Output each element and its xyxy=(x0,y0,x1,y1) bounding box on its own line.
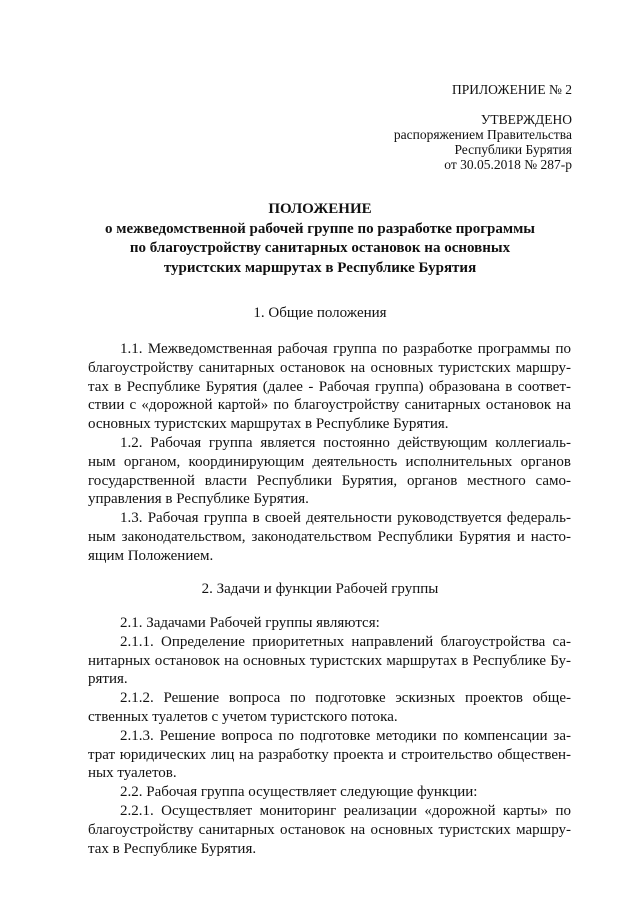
approval-block xyxy=(394,112,572,172)
text-line: 1.2. Рабочая группа является постоянно действующим коллегиаль- xyxy=(120,434,571,451)
text-line: основных туристских маршрутах в Республике Бурятия. xyxy=(88,416,449,433)
text-line: 1.1. Межведомственная рабочая группа по разработке программы по xyxy=(120,341,571,357)
text-line: 2.2.1. Осуществляет мониторинг реализации «дорожной карты» по xyxy=(120,802,571,819)
text-line: 2.2. Рабочая группа осуществляет следующие функции: xyxy=(120,784,478,801)
title-subtitle-line: о межведомственной рабочей группе по разработке программы xyxy=(105,220,535,237)
document-title xyxy=(0,200,640,278)
text-line: тах в Республике Бурятия. xyxy=(88,840,257,857)
approval-line: от 30.05.2018 № 287-р xyxy=(444,157,572,172)
text-line: рятия. xyxy=(88,671,128,688)
approval-line: УТВЕРЖДЕНО xyxy=(480,112,572,127)
text-line: ным законодательством, законодательством Республики Бурятия и насто- xyxy=(88,528,571,545)
text-line: тах в Республике Бурятия (далее - Рабочая группа) образована в соответ- xyxy=(88,378,571,395)
text-line: ящим Положением. xyxy=(88,547,214,564)
title-main: ПОЛОЖЕНИЕ xyxy=(268,201,372,217)
text-line: 2.1.1. Определение приоритетных направлений благоустройства са- xyxy=(120,633,571,650)
text-line: благоустройству санитарных остановок на основных туристских маршру- xyxy=(88,821,571,838)
section-2-body xyxy=(88,614,571,858)
title-subtitle-line: по благоустройству санитарных остановок на основных xyxy=(129,240,511,256)
appendix-label xyxy=(452,82,572,97)
text-line: 2.1.2. Решение вопроса по подготовке эскизных проектов обще- xyxy=(120,690,571,707)
text-line: управления в Республике Бурятия. xyxy=(88,491,309,508)
text-line: ных туалетов. xyxy=(88,765,177,782)
text-line: 2.1. Задачами Рабочей группы являются: xyxy=(120,615,380,631)
text-line: благоустройству санитарных остановок на основных туристских маршру- xyxy=(88,359,571,376)
appendix-number: ПРИЛОЖЕНИЕ № 2 xyxy=(451,82,572,97)
section-1-body xyxy=(88,340,571,566)
approval-line: распоряжением Правительства xyxy=(393,127,572,142)
text-line: государственной власти Республики Бурятия, органов местного само- xyxy=(88,472,571,489)
approval-line: Республики Бурятия xyxy=(454,142,572,157)
section-1-heading: 1. Общие положения xyxy=(253,305,387,321)
text-line: ствии с «дорожной картой» по благоустройству санитарных остановок на xyxy=(88,397,571,414)
text-line: трат юридических лиц на разработку проекта и строительство обществен- xyxy=(88,746,571,763)
text-line: 2.1.3. Решение вопроса по подготовке методики по компенсации за- xyxy=(120,727,571,744)
section-2-heading: 2. Задачи и функции Рабочей группы xyxy=(201,581,439,597)
text-line: 1.3. Рабочая группа в своей деятельности руководствуется федераль- xyxy=(120,510,571,527)
text-line: нитарных остановок на основных туристских маршрутах в Республике Бу- xyxy=(88,652,571,669)
text-line: ным органом, координирующим деятельность исполнительных органов xyxy=(88,453,571,470)
text-line: ственных туалетов с учетом туристского потока. xyxy=(88,708,398,725)
title-subtitle-line: туристских маршрутах в Республике Бурятия xyxy=(163,259,477,276)
